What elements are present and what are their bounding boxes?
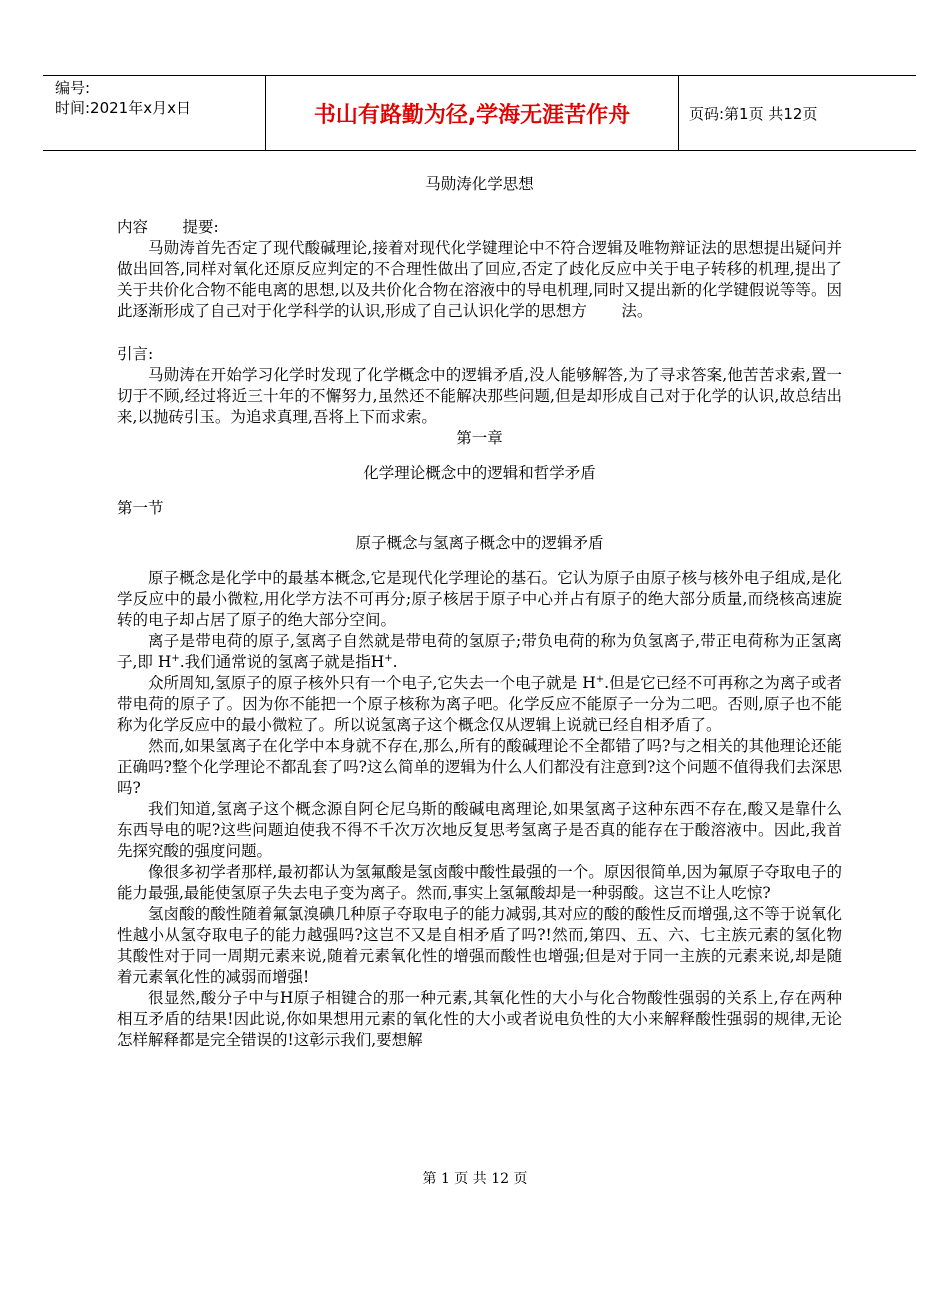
chapter-heading: 第一章 xyxy=(456,429,503,447)
document-header xyxy=(43,75,916,151)
paragraph-1: 原子概念是化学中的最基本概念,它是现代化学理论的基石。它认为原子由原子核与核外电子组成,是化学反应中的最小微粒,用化学方法不可再分;原子核居于原子中心并占有原子的绝大部分质量,而绕核高速旋转的电子却占居了原子的绝大部分空间。 xyxy=(117,569,842,629)
doc-title: 马勋涛化学思想 xyxy=(425,175,534,193)
section-heading: 第一节 xyxy=(117,499,164,517)
paragraph-4: 然而,如果氢离子在化学中本身就不存在,那么,所有的酸碱理论不全都错了吗?与之相关的其他理论还能正确吗?整个化学理论不都乱套了吗?这么简单的逻辑为什么人们都没有注意到?这个问题不值得我们去深思吗? xyxy=(117,737,842,797)
section-title: 原子概念与氢离子概念中的逻辑矛盾 xyxy=(355,534,604,552)
intro-text: 马勋涛在开始学习化学时发现了化学概念中的逻辑矛盾,没人能够解答,为了寻求答案,他苦苦求索,置一切于不顾,经过将近三十年的不懈努力,虽然还不能解决那些问题,但是却形成自己对于化学的认识,故总结出来,以抛砖引玉。为追求真理,吾将上下而求索。 xyxy=(117,366,842,426)
paragraph-6: 像很多初学者那样,最初都认为氢氟酸是氢卤酸中酸性最强的一个。原因很简单,因为氟原子夺取电子的能力最强,最能使氢原子失去电子变为离子。然而,事实上氢氟酸却是一种弱酸。这岂不让人吃惊? xyxy=(117,863,842,902)
page-footer: 第 1 页 共 12 页 xyxy=(422,1171,528,1187)
intro-label: 引言: xyxy=(117,345,154,363)
superscript-plus: + xyxy=(171,652,180,664)
paragraph-5: 我们知道,氢离子这个概念源自阿仑尼乌斯的酸碱电离理论,如果氢离子这种东西不存在,酸又是靠什么东西导电的呢?这些问题迫使我不得不千次万次地反复思考氢离子是否真的能存在于酸溶液中。因此,我首先探究酸的强度问题。 xyxy=(117,800,842,860)
p2-part-c: . xyxy=(392,653,398,671)
abstract-text: 马勋涛首先否定了现代酸碱理论,接着对现代化学键理论中不符合逻辑及唯物辩证法的思想提出疑问并做出回答,同样对氧化还原反应判定的不合理性做出了回应,否定了歧化反应中关于电子转移的机理,提出了关于共价化合物不能电离的思想,以及共价化合物在溶液中的导电机理,同时又提出新的化学键假说等等。因此逐渐形成了自己对于化学科学的认识,形成了自己认识化学的思想方 法。 xyxy=(117,239,842,320)
chapter-title: 化学理论概念中的逻辑和哲学矛盾 xyxy=(363,464,596,482)
p2-part-a: 离子是带电荷的原子,氢离子自然就是带电荷的氢原子;带负电荷的称为负氢离子,带正电荷称为正氢离子,即 H xyxy=(117,632,842,671)
document-body xyxy=(117,174,842,1051)
p2-part-b: .我们通常说的氢离子就是指H xyxy=(179,653,385,671)
header-meta xyxy=(43,76,266,150)
p3-part-b: .但是它已经不可再称之为离子或者带电荷的原子了。因为你不能把一个原子核称为离子吧。化学反应不能原子一分为二吧。否则,原子也不能称为化学反应中的最小微粒了。所以说氢离子这个概念仅从逻辑上说就已经自相矛盾了。 xyxy=(117,674,842,734)
paragraph-8: 很显然,酸分子中与H原子相键合的那一种元素,其氧化性的大小与化合物酸性强弱的关系上,存在两种相互矛盾的结果!因此说,你如果想用元素的氧化性的大小或者说电负性的大小来解释酸性强弱的规律,无论怎样解释都是完全错误的!这彰示我们,要想解 xyxy=(117,989,842,1049)
paragraph-3 xyxy=(117,673,842,736)
superscript-plus: + xyxy=(384,652,393,664)
number-label: 编号: xyxy=(55,79,91,97)
superscript-plus: + xyxy=(595,673,605,685)
abstract-label: 内容 提要: xyxy=(117,218,219,236)
p3-part-a: 众所周知,氢原子的原子核外只有一个电子,它失去一个电子就是 H xyxy=(148,674,596,692)
header-page-info: 页码:第1页 共12页 xyxy=(689,104,818,123)
header-motto: 书山有路勤为径,学海无涯苦作舟 xyxy=(266,76,679,150)
time-label: 时间:2021年x月x日 xyxy=(55,99,191,117)
paragraph-2 xyxy=(117,631,842,673)
paragraph-7: 氢卤酸的酸性随着氟氯溴碘几种原子夺取电子的能力减弱,其对应的酸的酸性反而增强,这不等于说氧化性越小从氢夺取电子的能力越强吗?这岂不又是自相矛盾了吗?!然而,第四、五、六、七主族元素的氢化物其酸性对于同一周期元素来说,随着元素氧化性的增强而酸性也增强;但是对于同一主族的元素来说,却是随着元素氧化性的减弱而增强! xyxy=(117,905,842,986)
